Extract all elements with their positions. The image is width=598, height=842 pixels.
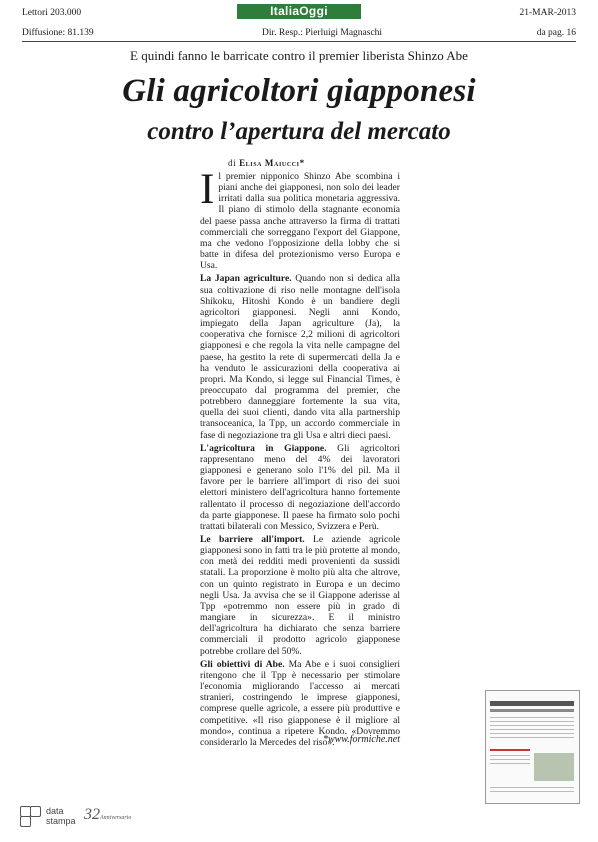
- subhead-japan-agriculture: La Japan agriculture.: [200, 273, 292, 285]
- thumbnail-line: [490, 763, 530, 764]
- paragraph-2: [200, 273, 400, 440]
- article-body: [200, 166, 400, 748]
- page-thumbnail: [485, 690, 580, 804]
- byline-author: Elisa Maiucci*: [239, 158, 305, 168]
- byline: [228, 158, 305, 168]
- paragraph-4-text: Le aziende agricole giapponesi sono in fatti tra le più protette al mondo, con metà dei redditi medi provenienti da sussidi statali. La proporzione è molto più alta che altrove, con un quinto registrato in Europa e un decimo negli Usa. Ja avvisa che se il Giappone aderisse al Tpp «potremmo non essere più in grado di mangiare in sicurezza». E il ministro dell'agricoltura ha dichiarato che senza barriere commerciali il prodotto agricolo giapponese potrebbe crollare del 50%.: [200, 534, 400, 657]
- brand-line-1: data: [46, 806, 64, 816]
- header-rule: [22, 41, 576, 42]
- headline-line-1: Gli agricoltori giapponesi: [122, 73, 476, 109]
- thumbnail-photo: [534, 753, 574, 781]
- paragraph-3: [200, 443, 400, 532]
- article-signature: *www.formiche.net: [322, 734, 400, 745]
- thumbnail-line: [490, 755, 530, 756]
- headline-line-2: contro l’apertura del mercato: [147, 118, 451, 145]
- article-kicker: E quindi fanno le barricate contro il premier liberista Shinzo Abe: [130, 48, 468, 63]
- datastampa-logo-icon: [20, 806, 44, 828]
- thumbnail-line: [490, 733, 574, 734]
- thumbnail-line: [490, 725, 574, 726]
- paragraph-1: [200, 166, 400, 272]
- byline-prefix: di: [228, 158, 237, 168]
- paragraph-4: [200, 534, 400, 657]
- thumbnail-line: [490, 759, 530, 760]
- thumbnail-line: [490, 791, 574, 792]
- paragraph-3-text: Gli agricoltori rappresentano meno del 4% dei lavoratori giapponesi e generano solo l'1% del pil. Ma il favore per le barriere all'import di riso dei suoi elettori ministero dell'agricoltura hanno fortemente rallentato il processo di negoziazione dell'accordo da parte giapponese. Il paese ha firmato solo pochi trattati bilaterali con Messico, Svizzera e Perù.: [200, 442, 400, 532]
- subhead-barriere: Le barriere all'import.: [200, 534, 305, 545]
- subhead-agricoltura: L'agricoltura in Giappone.: [200, 442, 327, 454]
- thumbnail-line: [490, 729, 574, 730]
- thumbnail-line: [490, 717, 574, 718]
- paragraph-2-text: Quando non si dedica alla sua coltivazione di riso nelle montagne dell'isola Shikoku, Hitoshi Kondo è un bandiere degli agricoltori giapponesi. Negli anni Kondo, impiegato della Japan agriculture (Ja), la cooperativa che fornisce 2,2 milioni di agricoltori giapponesi e che regola la vita nelle campagne del paese, ha gestito la rete di supermercati della Ja e ha venduto le assicurazioni della cooperativa ai propri. Ma Kondo, si legge sul Financial Times, è preoccupato dal programma del premier, che potrebbero danneggiare fortemente la sua vita, quella dei suoi clienti, dando vita alla partnership transoceanica, la Tpp, un accordo commerciale in fase di negoziazione tra gli Usa e altri dieci paesi.: [200, 273, 400, 441]
- brand-line-2: stampa: [46, 816, 76, 826]
- dropcap: I: [200, 166, 215, 213]
- readers-count: Lettori 203.000: [22, 8, 82, 18]
- subhead-obiettivi: Gli obiettivi di Abe.: [200, 658, 285, 670]
- thumbnail-highlight: [490, 749, 530, 751]
- page-reference: da pag. 16: [536, 28, 576, 38]
- anniversary-label: Anniversario: [100, 815, 132, 821]
- publication-date: 21-MAR-2013: [519, 8, 576, 18]
- newspaper-logo: ItaliaOggi: [237, 4, 361, 19]
- thumbnail-subhead: [490, 709, 574, 712]
- anniversary-number: 32: [84, 806, 100, 823]
- thumbnail-headline: [490, 701, 574, 706]
- datastampa-brand: [46, 806, 76, 826]
- thumbnail-line: [490, 737, 574, 738]
- circulation-count: Diffusione: 81.139: [22, 28, 94, 38]
- thumbnail-line: [490, 721, 574, 722]
- paragraph-5-text: Ma Abe e i suoi consiglieri ritengono che il Tpp è necessario per stimolare l'economia migliorando l'accesso ai mercati stranieri, costringendo le imprese giapponesi, comprese quelle agricole, a essere più produttive e competitive. «Il riso giapponese è il migliore al mondo», continua a ripetere Kondo. «Dovremmo considerarlo la Mercedes del riso».: [200, 658, 400, 748]
- director-name: Dir. Resp.: Pierluigi Magnaschi: [262, 28, 383, 38]
- anniversary-mark: [84, 806, 131, 824]
- paragraph-1-text: l premier nipponico Shinzo Abe scombina i piani anche dei giapponesi, non solo dei leader irritati dalla sua politica monetaria aggressiva. Il piano di stimolo della stagnante economia del paese passa anche attraverso la firma di trattati commerciali che sorreggano l'export del Giappone, ma che vedono l'opposizione della lobby che si batte in difesa del protezionismo verso Europa e Usa.: [200, 171, 400, 272]
- thumbnail-line: [490, 787, 574, 788]
